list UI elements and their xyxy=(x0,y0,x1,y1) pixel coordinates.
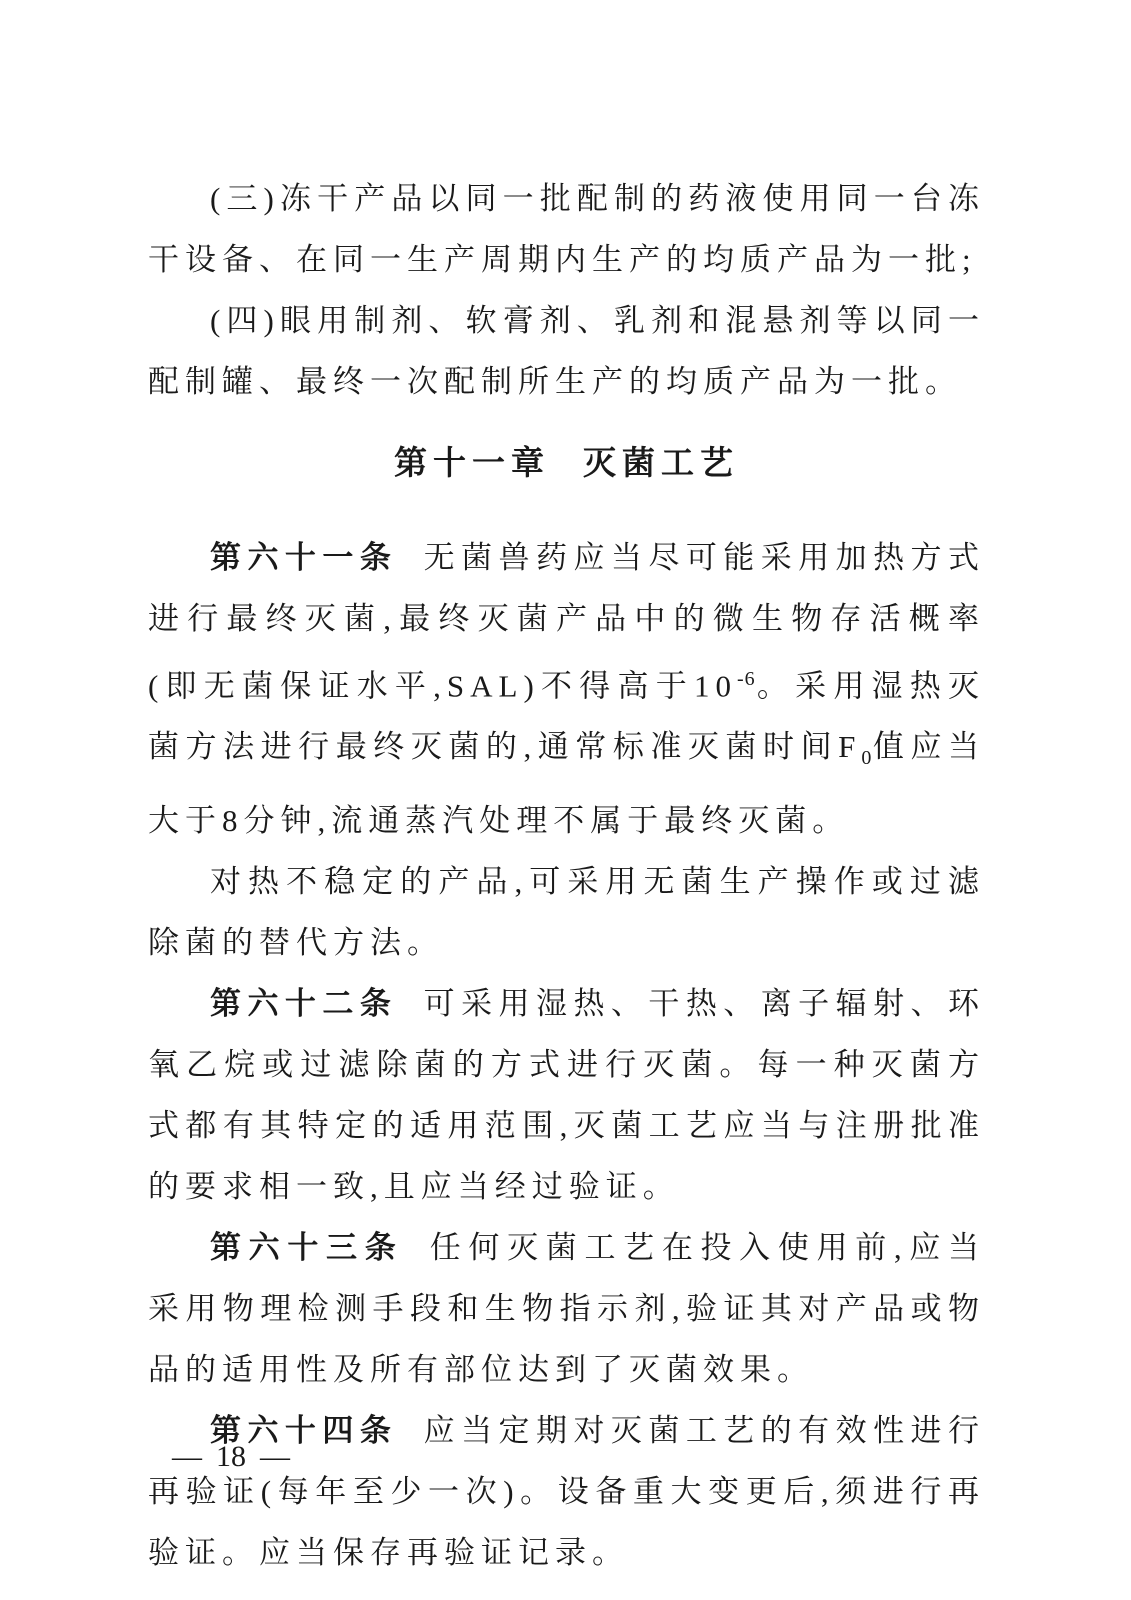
paragraph-text: 对热不稳定的产品,可采用无菌生产操作或过滤除菌的替代方法。 xyxy=(148,863,985,960)
superscript-exponent: -6 xyxy=(736,668,756,690)
footer-dash-right: — xyxy=(260,1440,290,1473)
article-number: 第六十三条 xyxy=(210,1229,404,1265)
page-footer xyxy=(172,1440,290,1474)
chapter-number: 第十一章 xyxy=(394,444,550,481)
article-text: 。采用湿热灭菌方法进行最终灭菌的,通常标准灭菌时间F xyxy=(148,668,986,765)
paragraph-batch-item-3 xyxy=(148,168,985,290)
article-text: 无菌兽药应当尽可能采用加热方式进行最终灭菌,最终灭菌产品中的微生物存活概率(即无菌保证水平,SAL)不得高于10 xyxy=(148,540,986,704)
footer-dash-left: — xyxy=(172,1440,202,1473)
subscript-f0: 0 xyxy=(861,747,873,770)
chapter-heading xyxy=(148,432,985,493)
chapter-title: 灭菌工艺 xyxy=(583,444,739,481)
paragraph-article-62 xyxy=(148,973,985,1217)
paragraph-article-61 xyxy=(148,527,985,851)
paragraph-text: (四)眼用制剂、软膏剂、乳剂和混悬剂等以同一配制罐、最终一次配制所生产的均质产品为一批。 xyxy=(148,303,985,399)
article-text: 值应当大于8分钟,流通蒸汽处理不属于最终灭菌。 xyxy=(148,729,985,838)
paragraph-text: (三)冻干产品以同一批配制的药液使用同一台冻干设备、在同一生产周期内生产的均质产品为一批; xyxy=(148,181,985,277)
article-text: 任何灭菌工艺在投入使用前,应当采用物理检测手段和生物指示剂,验证其对产品或物品的适用性及所有部位达到了灭菌效果。 xyxy=(148,1229,986,1387)
paragraph-article-63 xyxy=(148,1217,985,1400)
page-number: 18 xyxy=(216,1440,246,1473)
article-number: 第六十一条 xyxy=(210,540,398,575)
paragraph-article-64 xyxy=(148,1400,985,1583)
article-number: 第六十二条 xyxy=(210,985,398,1021)
article-text: 应当定期对灭菌工艺的有效性进行再验证(每年至少一次)。设备重大变更后,须进行再验证。应当保存再验证记录。 xyxy=(148,1412,986,1570)
paragraph-batch-item-4 xyxy=(148,290,985,412)
article-text: 可采用湿热、干热、离子辐射、环氧乙烷或过滤除菌的方式进行灭菌。每一种灭菌方式都有其特定的适用范围,灭菌工艺应当与注册批准的要求相一致,且应当经过验证。 xyxy=(148,985,986,1204)
article-number: 第六十四条 xyxy=(210,1412,398,1448)
paragraph-heat-unstable xyxy=(148,851,985,973)
